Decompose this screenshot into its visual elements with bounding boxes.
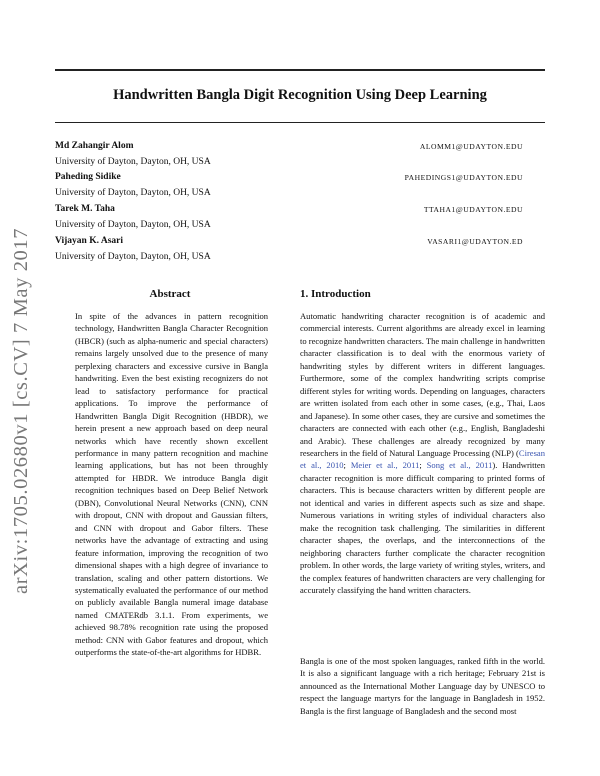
- title-rule-bottom: [55, 122, 545, 123]
- author-email: TTAHA1@UDAYTON.EDU: [423, 205, 523, 214]
- author-affiliation: University of Dayton, Dayton, OH, USA: [55, 220, 211, 230]
- intro-paragraph-2: Bangla is one of the most spoken languages, ranked fifth in the world. It is also a significant language with a rich heritage; February 21st is announced as the International Mother Language day by UNESCO to respect the language martyrs for the language in Bangladesh in 1952. Bangla is the first language of Bangladesh and the second most: [300, 656, 545, 716]
- author-email: VASARI1@UDAYTON.ED: [427, 237, 523, 246]
- author-block: [55, 171, 545, 199]
- author-name: Tarek M. Taha: [55, 204, 115, 214]
- citation-link[interactable]: Meier et al., 2011: [350, 460, 420, 471]
- paper-title: Handwritten Bangla Digit Recognition Using Deep Learning: [113, 87, 487, 103]
- author-block: [55, 235, 545, 263]
- author-block: [55, 203, 545, 231]
- citation-link[interactable]: Song et al., 2011: [426, 460, 493, 471]
- intro-text: Automatic handwriting character recognition is of academic and commercial interests. Current algorithms are already excel in learning to recognize handwritten characters. The main challenge in handwritten character classification is to deal with the enormous variety of handwriting styles by different writers in different languages. Furthermore, some of the complex handwriting scripts comprise different styles for writing words. Depending on languages, characters are written isolated from each other in some cases, (e.g., Thai, Laos and Japanese). In some other cases, they are cursive and sometimes the characters are connected with each other (e.g., English, Bangladeshi and Arabic). These challenges are already recognized by many researchers in the field of Natural Language Processing (NLP) (: [300, 311, 545, 458]
- author-name: Md Zahangir Alom: [55, 141, 134, 151]
- author-name: Vijayan K. Asari: [55, 236, 123, 246]
- citation-separator: ;: [343, 460, 351, 471]
- citation-link[interactable]: Ciresan et al., 2010: [300, 447, 545, 471]
- author-email: PAHEDINGS1@UDAYTON.EDU: [404, 173, 523, 182]
- author-affiliation: University of Dayton, Dayton, OH, USA: [55, 252, 211, 262]
- author-email: ALOMM1@UDAYTON.EDU: [419, 142, 523, 151]
- intro-text: ). Handwritten character recognition is more difficult comparing to printed forms of characters. This is because characters written by different people are not identical and varies in different aspects such as size and shape. Numerous variations in writing styles of individual characters also make the recognition task challenging. The similarities in different character shapes, the overlaps, and the interconnections of the neighboring characters further complicate the character recognition problem. In other words, the large variety of writing styles, writers, and the complex features of handwritten characters are very challenging for accurately classifying the hand written characters.: [300, 460, 545, 595]
- author-name: Paheding Sidike: [55, 172, 121, 182]
- author-block: [55, 140, 545, 168]
- author-affiliation: University of Dayton, Dayton, OH, USA: [55, 157, 211, 167]
- arxiv-identifier: arXiv:1705.02680v1 [cs.CV] 7 May 2017: [10, 227, 32, 594]
- intro-paragraph: [300, 310, 545, 596]
- citation-separator: ;: [419, 460, 427, 471]
- title-rule-top: [55, 69, 545, 71]
- section-heading-introduction: 1. Introduction: [300, 288, 371, 300]
- author-affiliation: University of Dayton, Dayton, OH, USA: [55, 188, 211, 198]
- abstract-heading: Abstract: [149, 288, 191, 300]
- abstract-text: In spite of the advances in pattern recognition technology, Handwritten Bangla Character Recognition (HBCR) (such as alpha-numeric and special characters) remains largely unsolved due to the presence of many perplexing characters and excessive cursive in Bangla handwriting. Even the best existing recognizers do not lead to satisfactory performance for practical applications. To improve the performance of Handwritten Bangla Digit Recognition (HBDR), we herein present a new approach based on deep neural networks which have recently shown excellent performance in many pattern recognition and machine learning applications, but has not been throughly attempted for HBDR. We introduce Bangla digit recognition techniques based on Deep Belief Network (DBN), Convolutional Neural Networks (CNN), CNN with dropout, CNN with dropout and Gaussian filters, and CNN with dropout and Gabor filters. These networks have the advantage of extracting and using feature information, improving the recognition of two dimensional shapes with a high degree of invariance to translation, scaling and other pattern distortions. We systematically evaluated the performance of our method on publicly available Bangla numeral image database named CMATERdb 3.1.1. From experiments, we achieved 98.78% recognition rate using the proposed method: CNN with Gabor features and dropout, which outperforms the state-of-the-art algorithms for HDBR.: [75, 311, 268, 658]
